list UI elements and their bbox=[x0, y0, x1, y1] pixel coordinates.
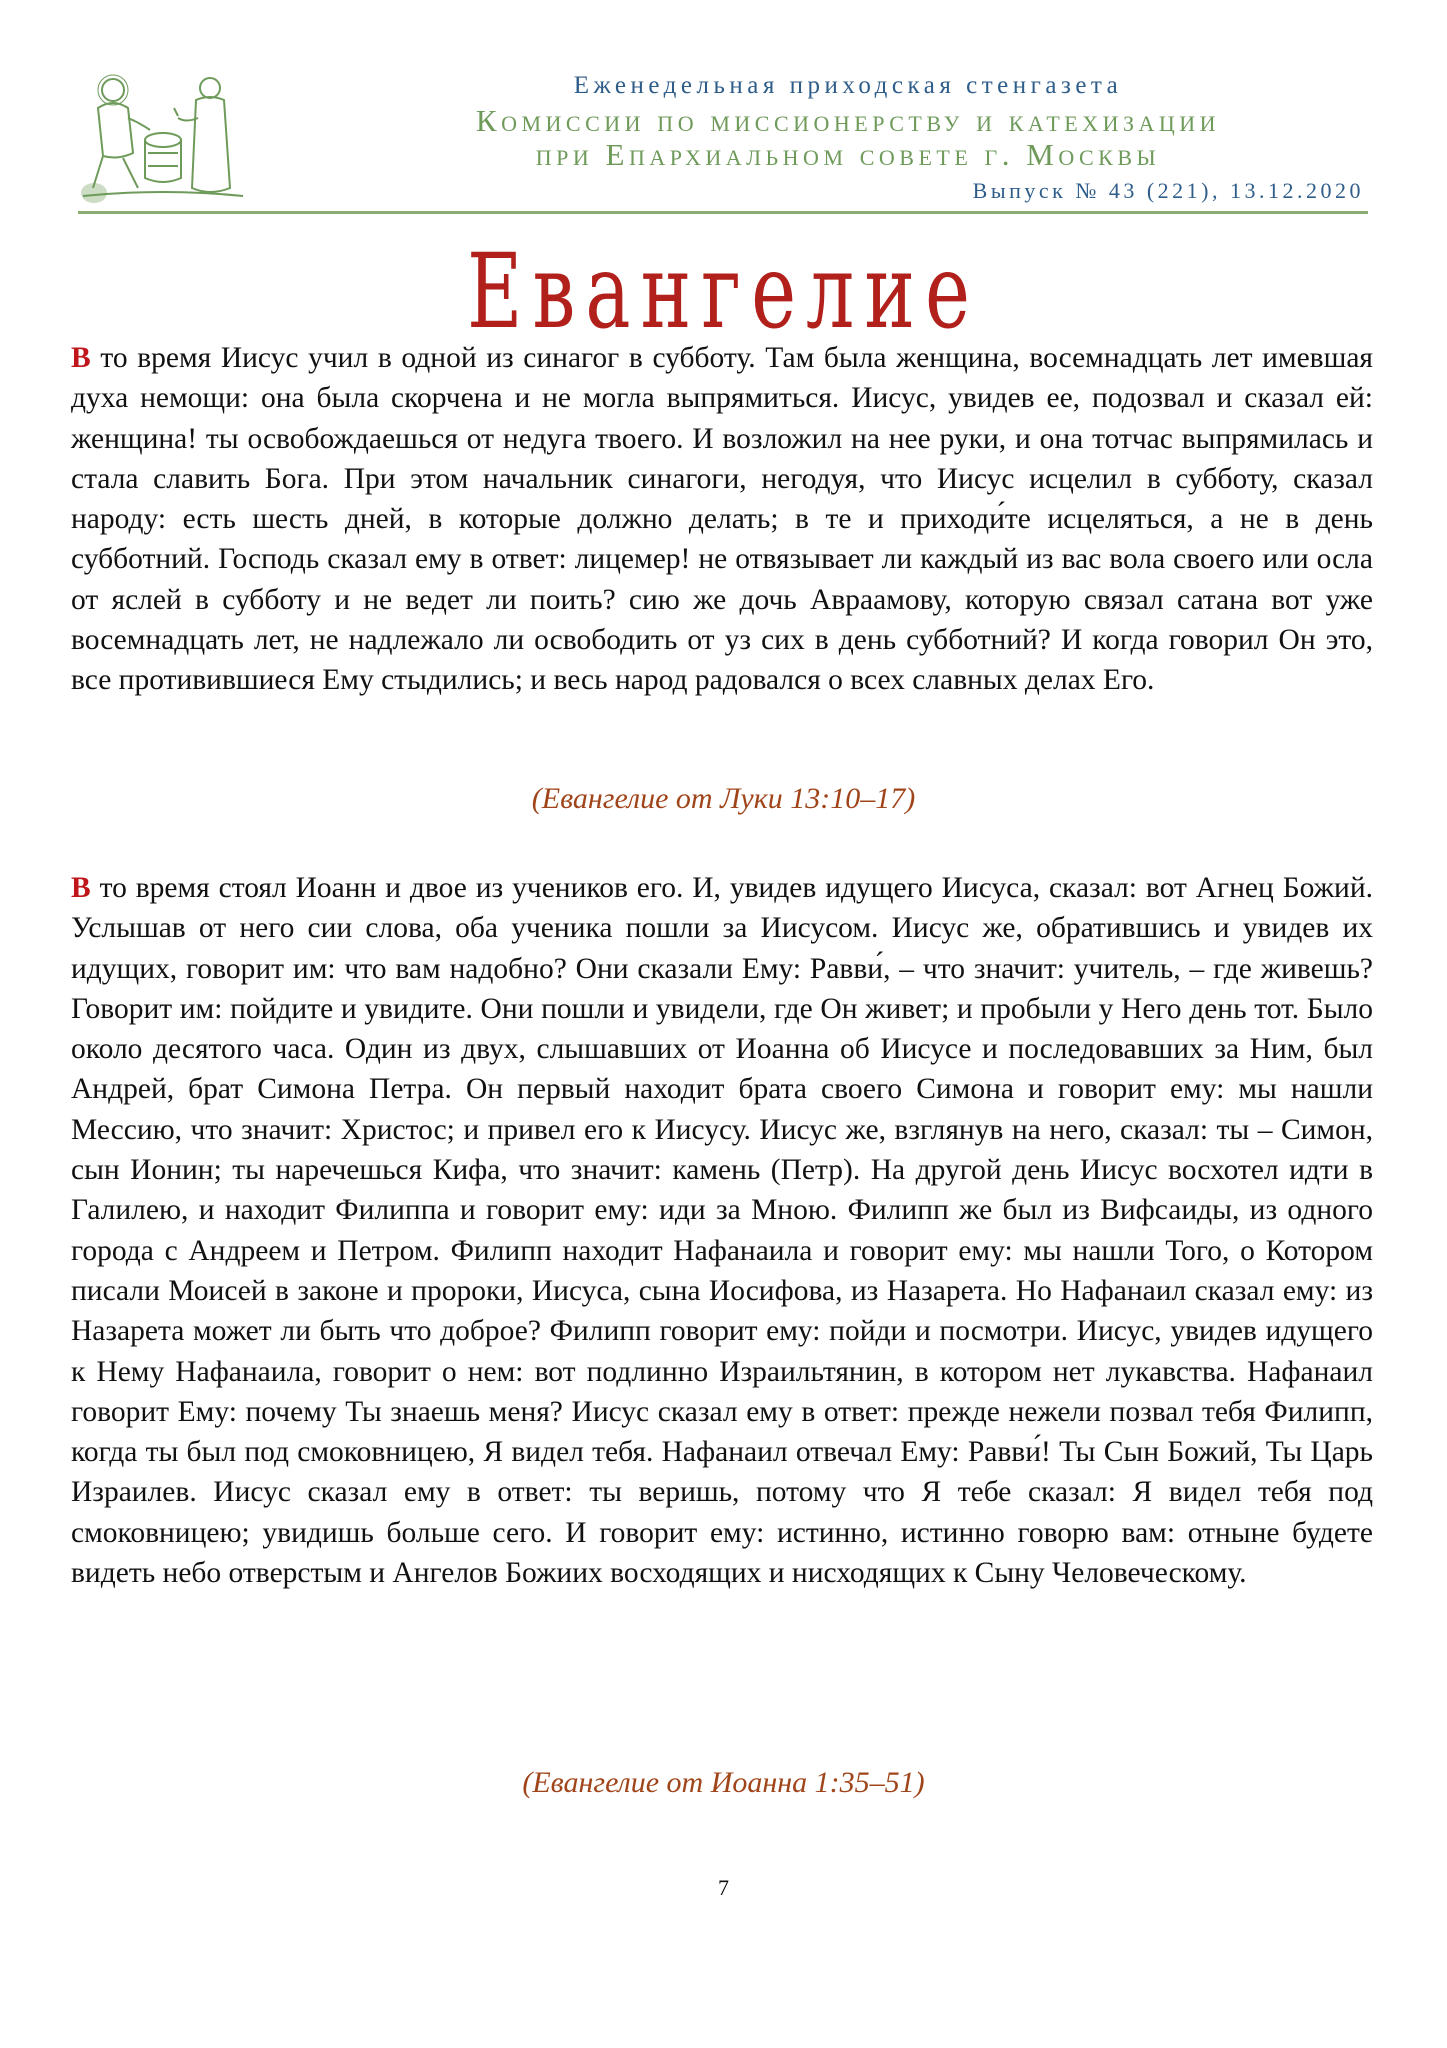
reading-2-reference: (Евангелие от Иоанна 1:35–51) bbox=[522, 1766, 925, 1799]
christ-and-samaritan-woman-logo bbox=[78, 68, 248, 208]
reading-body: то время стоял Иоанн и двое из учеников его. И, увидев идущего Иисуса, сказал: вот Агнец Божий. Услышав от него сии слова, оба ученика пошли за Иисусом. Иисус же, обратившись и увидев их идущих, говорит им: что вам надобно? Они сказали Ему: Равви́, – что значит: учитель, – где живешь? Говорит им: пойдите и увидите. Они пошли и увидели, где Он живет; и пробыли у Него день тот. Было около десятого часа. Один из двух, слышавших от Иоанна об Иисусе и последовавших за Ним, был Андрей, брат Симона Петра. Он первый находит брата своего Симона и говорит ему: мы нашли Мессию, что значит: Христос; и привел его к Иисусу. Иисус же, взглянув на него, сказал: ты – Симон, сын Ионин; ты наречешься Кифа, что значит: камень (Петр). На другой день Иисус восхотел идти в Галилею, и находит Филиппа и говорит ему: иди за Мною. Филипп же был из Вифсаиды, из одного города с Андреем и Петром. Филипп находит Нафанаила и говорит ему: мы нашли Того, о Котором писали Моисей в законе и пророки, Иисуса, сына Иосифова, из Назарета. Но Нафанаил сказал ему: из Назарета может ли быть что доброе? Филипп говорит ему: пойди и посмотри. Иисус, увидев идущего к Нему Нафанаила, говорит о нем: вот подлинно Израильтянин, в котором нет лукавства. Нафанаил говорит Ему: почему Ты знаешь меня? Иисус сказал ему в ответ: прежде нежели позвал тебя Филипп, когда ты был под смоковницею, Я видел тебя. Нафанаил отвечал Ему: Равви́! Ты Сын Божий, Ты Царь Израилев. Иисус сказал ему в ответ: ты веришь, потому что Я тебе сказал: Я видел тебя под смоковницею; увидишь больше сего. И говорит ему: истинно, истинно говорю вам: отныне будете видеть небо отверстым и Ангелов Божиих восходящих и нисходящих к Сыну Человеческому. bbox=[71, 872, 1373, 1590]
header-divider bbox=[78, 211, 1368, 214]
page-header bbox=[78, 60, 1368, 210]
page-title: Евангелие bbox=[467, 231, 980, 352]
header-text bbox=[328, 60, 1368, 172]
reading-1-reference: (Евангелие от Луки 13:10–17) bbox=[531, 782, 916, 815]
reading-2-text bbox=[71, 868, 1373, 1593]
header-line-1: Еженедельная приходская стенгазета bbox=[573, 72, 1123, 99]
page-number: 7 bbox=[718, 1875, 729, 1900]
reading-body: то время Иисус учил в одной из синагог в субботу. Там была женщина, восемнадцать лет имевшая духа немощи: она была скорчена и не могла выпрямиться. Иисус, увидев ее, подозвал и сказал ей: женщина! ты освобождаешься от недуга твоего. И возложил на нее руки, и она тотчас выпрямилась и стала славить Бога. При этом начальник синагоги, негодуя, что Иисус исцелил в субботу, сказал народу: есть шесть дней, в которые должно делать; в те и приходи́те исцеляться, а не в день субботний. Господь сказал ему в ответ: лицемер! не отвязывает ли каждый из вас вола своего или осла от яслей в субботу и не ведет ли поить? сию же дочь Авраамову, которую связал сатана вот уже восемнадцать лет, не надлежало ли освободить от уз сих в день субботний? И когда говорил Он это, все противившиеся Ему стыдились; и весь народ радовался о всех славных делах Его. bbox=[71, 342, 1373, 697]
dropcap: В bbox=[71, 872, 91, 904]
issue-number: Выпуск № 43 (221), 13.12.2020 bbox=[972, 178, 1364, 203]
header-line-2: Комиссии по миссионерству и катехизации bbox=[475, 103, 1221, 138]
reading-1-text bbox=[71, 338, 1373, 701]
header-line-3: при Епархиальном совете г. Москвы bbox=[535, 137, 1161, 172]
dropcap: В bbox=[71, 342, 91, 374]
